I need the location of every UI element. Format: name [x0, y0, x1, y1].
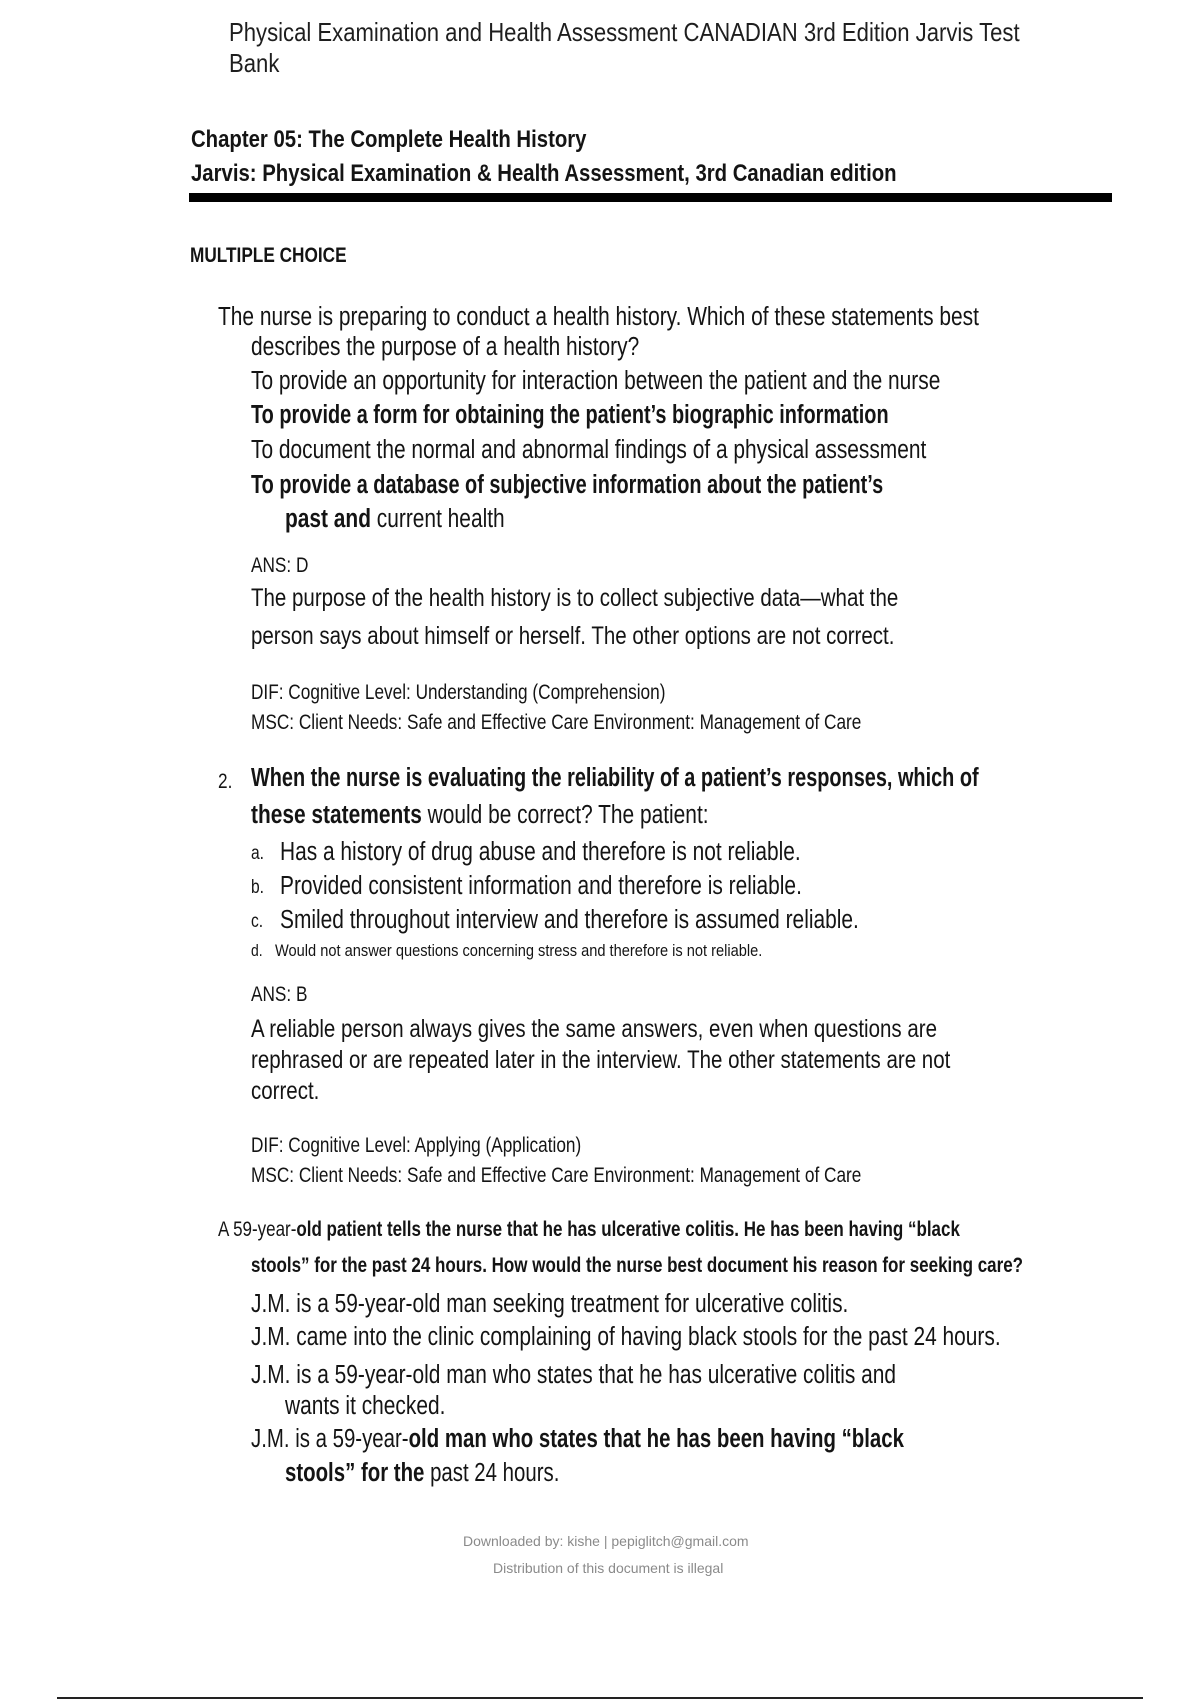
q3-option-a: J.M. is a 59-year-old man seeking treatment for ulcerative colitis. [251, 1290, 849, 1318]
chapter-title: Chapter 05: The Complete Health History [191, 126, 587, 153]
q3-stem-line1: A 59-year-old patient tells the nurse that he has ulcerative colitis. He has been having “black [218, 1217, 960, 1241]
q2-option-b-label: b. [251, 877, 265, 898]
q2-rationale-line2: rephrased or are repeated later in the interview. The other statements are not [251, 1046, 951, 1074]
q2-answer: ANS: B [251, 983, 308, 1006]
q3-option-c-line1: J.M. is a 59-year-old man who states that he has ulcerative colitis and [251, 1361, 897, 1389]
q2-stem-line1: When the nurse is evaluating the reliability of a patient’s responses, which of [251, 764, 979, 792]
q3-option-b: J.M. came into the clinic complaining of having black stools for the past 24 hours. [251, 1323, 1001, 1351]
footer-distribution: Distribution of this document is illegal [493, 1560, 724, 1576]
q1-option-c: To document the normal and abnormal findings of a physical assessment [251, 436, 927, 464]
q1-rationale-line2: person says about himself or herself. The other options are not correct. [251, 622, 895, 650]
q2-option-d: Would not answer questions concerning stress and therefore is not reliable. [275, 941, 763, 960]
q3-option-d-line1: J.M. is a 59-year-old man who states that he has been having “black [251, 1425, 904, 1453]
footer-downloaded-by: Downloaded by: kishe | pepiglitch@gmail.com [463, 1533, 749, 1549]
q2-stem-line2: these statements would be correct? The patient: [251, 801, 709, 829]
heading-rule [189, 193, 1112, 202]
q2-option-b: Provided consistent information and therefore is reliable. [280, 872, 802, 900]
q1-dif: DIF: Cognitive Level: Understanding (Comprehension) [251, 681, 666, 704]
q2-msc: MSC: Client Needs: Safe and Effective Care Environment: Management of Care [251, 1164, 862, 1187]
q2-number: 2. [218, 770, 233, 793]
q3-stem-line2: stools” for the past 24 hours. How would the nurse best document his reason for seeking care? [251, 1253, 1024, 1277]
document-title: Physical Examination and Health Assessment CANADIAN 3rd Edition Jarvis Test Bank [229, 17, 1020, 78]
q1-stem-line1: The nurse is preparing to conduct a health history. Which of these statements best [218, 303, 979, 331]
q1-stem-line2: describes the purpose of a health history? [251, 333, 640, 361]
q1-option-a: To provide an opportunity for interaction between the patient and the nurse [251, 367, 941, 395]
q1-rationale-line1: The purpose of the health history is to collect subjective data—what the [251, 584, 899, 612]
q3-option-c-line2: wants it checked. [285, 1392, 446, 1420]
q2-option-c-label: c. [251, 911, 264, 932]
q3-option-d-line2: stools” for the past 24 hours. [285, 1459, 560, 1487]
q2-rationale-line3: correct. [251, 1077, 320, 1105]
book-title: Jarvis: Physical Examination & Health Assessment, 3rd Canadian edition [191, 160, 897, 187]
q2-rationale-line1: A reliable person always gives the same answers, even when questions are [251, 1015, 937, 1043]
q2-option-c: Smiled throughout interview and therefore is assumed reliable. [280, 906, 859, 934]
q1-option-d-line1: To provide a database of subjective information about the patient’s [251, 471, 884, 499]
q1-option-b: To provide a form for obtaining the patient’s biographic information [251, 401, 889, 429]
q2-option-d-label: d. [251, 941, 263, 960]
q1-option-d-line2: past and current health [285, 505, 505, 533]
section-title: MULTIPLE CHOICE [190, 244, 347, 267]
q1-answer: ANS: D [251, 554, 309, 577]
q2-option-a-label: a. [251, 843, 265, 864]
chapter-heading [191, 123, 1041, 191]
q2-option-a: Has a history of drug abuse and therefore is not reliable. [280, 838, 801, 866]
q2-dif: DIF: Cognitive Level: Applying (Application) [251, 1134, 582, 1157]
q1-msc: MSC: Client Needs: Safe and Effective Care Environment: Management of Care [251, 711, 862, 734]
bottom-rule [57, 1697, 1143, 1699]
